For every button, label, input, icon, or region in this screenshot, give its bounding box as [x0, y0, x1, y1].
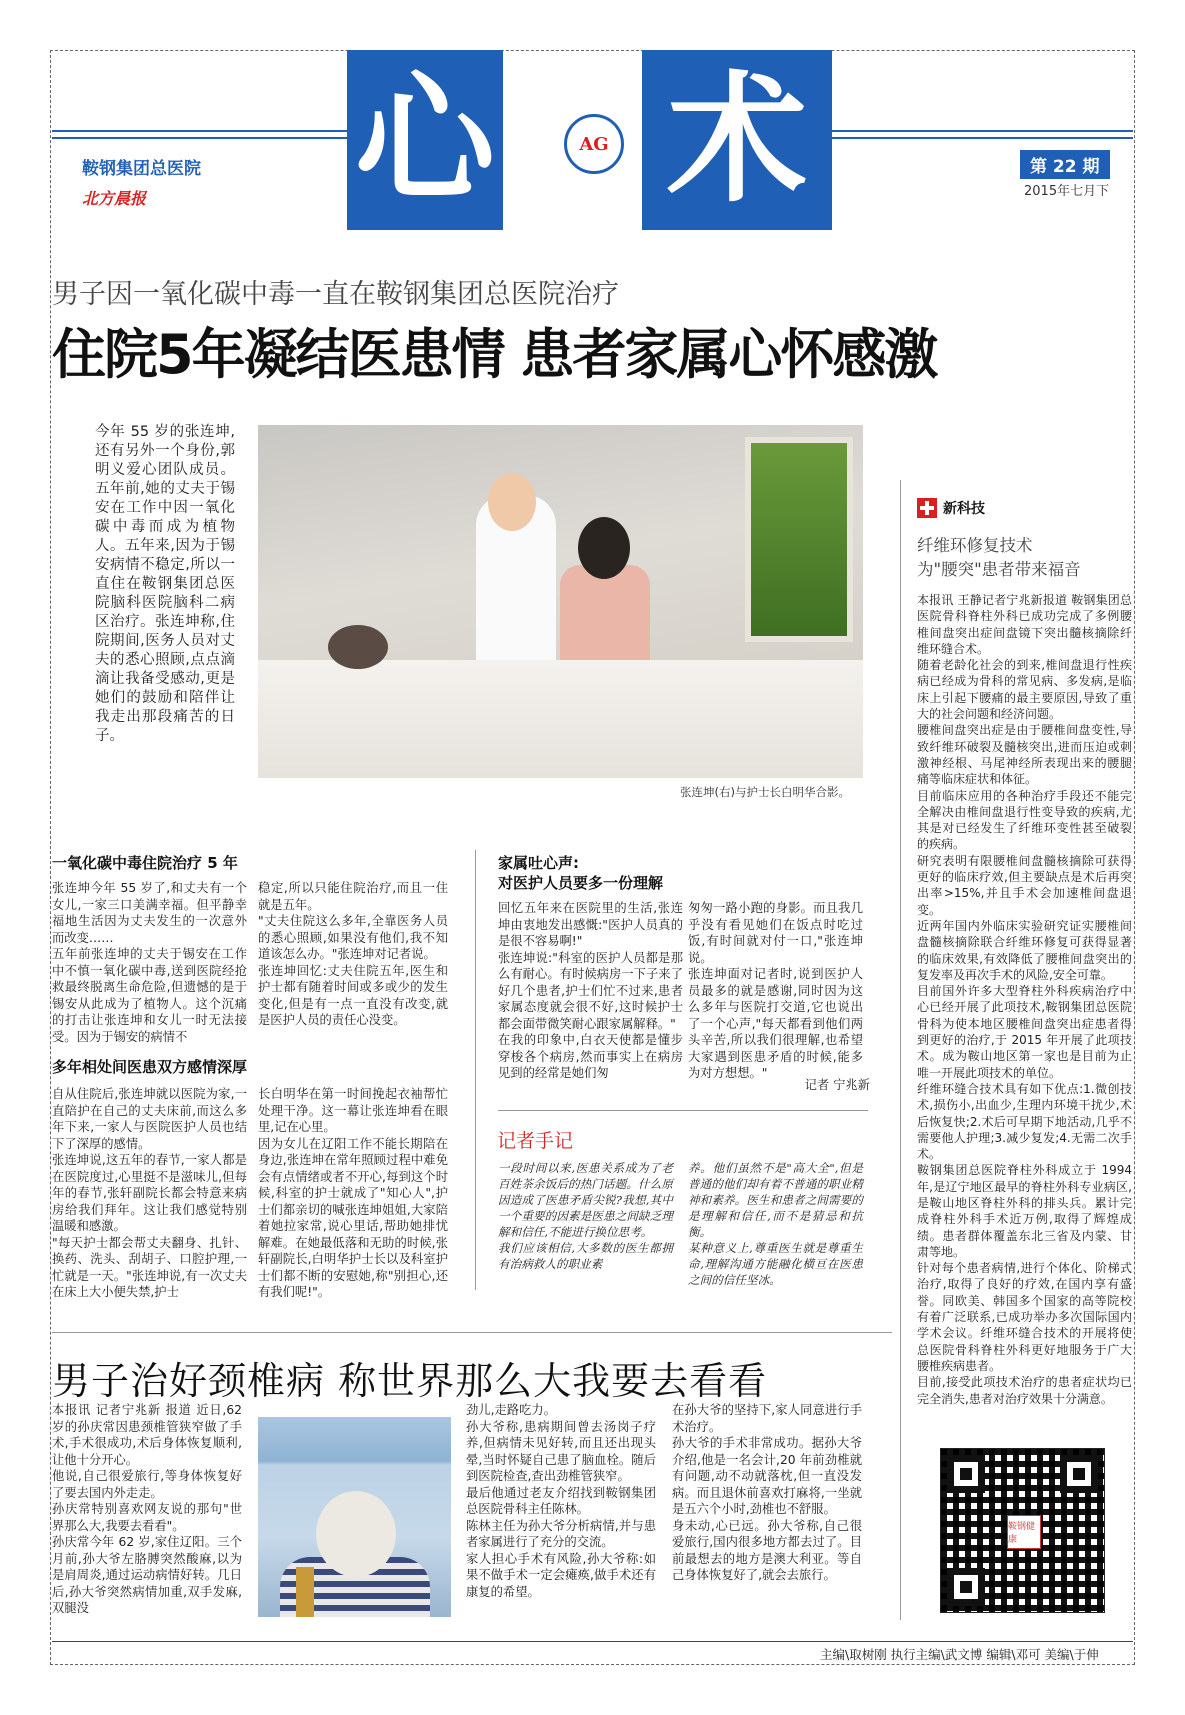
backpack-strap: [296, 1567, 314, 1617]
patient-head: [328, 625, 388, 669]
reporter-notes-tag: 记者手记: [497, 1130, 574, 1152]
sidebar-divider: [900, 480, 901, 1620]
hospital-name: 鞍钢集团总医院: [82, 159, 201, 179]
hospital-logo-icon: AG: [564, 114, 624, 174]
wife-head: [578, 517, 630, 579]
sidebar-body: 本报讯 王静记者宁兆新报道 鞍钢集团总医院骨科脊柱外科已成功完成了多例腰椎间盘突出症间盘镜下突出髓核摘除纤维环缝合术。 随着老龄化社会的到来,椎间盘退行性疾病已经成为骨科的常见病、多发病,是临床上引起下腰痛的最主要原因,导致了重大的社会问题和经济问题。 腰椎间盘突出症是由于腰椎间盘变性,导致纤维环破裂及髓核突出,进而压迫或刺激神经根、马尾神经所表现出来的腰腿痛等临床症状和体征。 目前临床应用的各种治疗手段还不能完全解决由椎间盘退行性变导致的疾病,尤其是对已经发生了纤维环变性甚至破裂的疾病。 研究表明有限腰椎间盘髓核摘除可获得更好的临床疗效,但主要缺点是术后再突出率>15%,并且手术会加速椎间盘退变。 近两年国内外临床实验研究证实腰椎间盘髓核摘除联合纤维环修复可获得显著的临床效果,有效降低了腰椎间盘突出的复发率及再次手术的风险,安全可靠。 目前国外许多大型脊柱外科疾病治疗中心已经开展了此项技术,鞍钢集团总医院骨科为使本地区腰椎间盘突出症患者得到更好的治疗,于 2015 年开展了此项技术。成为鞍山地区第一家也是目前为止唯一开展此项技术的单位。 纤维环缝合技术具有如下优点:1.微创技术,损伤小,出血少,生理内环境干扰少,术后恢复快;2.术后可早期下地活动,几乎不需要他人护理;3.减少复发;4.无需二次手术。 鞍钢集团总医院脊柱外科成立于 1994 年,是辽宁地区最早的脊柱外科专业病区,是鞍山地区脊柱外科的排头兵。累计完成脊柱外科手术近万例,取得了辉煌成绩。患者群体覆盖东北三省及内蒙、甘肃等地。 针对每个患者病情,进行个体化、阶梯式治疗,取得了良好的疗效,在国内享有盛誉。同欧美、韩国多个国家的高等院校有着广泛联系,已成功举办多次国际国内学术会议。纤维环缝合技术的开展将使总医院骨科脊柱外科更好地服务于广大腰椎疾病患者。 目前,接受此项技术治疗的患者症状均已完全消失,患者对治疗效果十分满意。: [917, 593, 1132, 1406]
masthead-block-left: [347, 50, 503, 230]
qr-logo: 鞍钢健康: [1007, 1515, 1041, 1549]
section1-title: 一氧化碳中毒住院治疗 5 年: [52, 854, 238, 872]
story2-title: 男子治好颈椎病 称世界那么大我要去看看: [52, 1359, 768, 1403]
story2-col2: 劲儿,走路吃力。 孙大爷称,患病期间曾去汤岗子疗养,但病情未见好转,而且还出现头晕,当时怀疑自己患了脑血栓。随后到医院检查,查出劲椎管狭窄。 最后他通过老友介绍找到鞍钢集团总医院骨科主任陈林。 陈林主任为孙大爷分析病情,并与患者家属进行了充分的交流。 家人担心手术有风险,孙大爷称:如果不做手术一定会瘫痪,做手术还有康复的希望。: [466, 1403, 656, 1599]
window-image: [745, 437, 853, 642]
notes-divider: [498, 1110, 868, 1111]
nurse-head: [488, 473, 536, 531]
story1-title: 住院5年凝结医患情 患者家属心怀感激: [52, 323, 937, 386]
new-tech-tag: [917, 498, 985, 518]
masthead-block-right: [642, 50, 832, 230]
story2-photo: [258, 1417, 451, 1617]
newspaper-brand: 北方晨报: [82, 189, 147, 208]
issue-date: 2015年七月下: [1024, 184, 1110, 199]
qr-corner-tl: [947, 1455, 985, 1493]
section3-title-line1: 家属吐心声:: [498, 854, 579, 872]
red-cross-icon: [917, 498, 937, 518]
story2-col1: 本报讯 记者宁兆新 报道 近日,62 岁的孙庆常因患颈椎管狭窄做了手术,手术很成功,术后身体恢复顺利,让他十分开心。 他说,自己很爱旅行,等身体恢复好了要去国内外走走。 孙庆常特别喜欢网友说的那句"世界那么大,我要去看看"。 孙庆常今年 62 岁,家住辽阳。三个月前,孙大爷左胳膊突然酸麻,以为是肩周炎,通过运动病情好转。几日后,孙大爷突然病情加重,双手发麻,双腿没: [52, 1403, 242, 1615]
section2-title: 多年相处间医患双方感情深厚: [52, 1058, 248, 1076]
qr-code-icon[interactable]: [940, 1448, 1105, 1613]
reporter-notes-col2: 养。他们虽然不是"高大全",但是普通的他们却有着不普通的职业精神和素养。医生和患者之间需要的是理解和信任,而不是猜忌和抗衡。 某种意义上,尊重医生就是尊重生命,理解沟通方能融化横亘在医患之间的信任坚冰。: [688, 1161, 863, 1287]
section2-col1: 自从住院后,张连坤就以医院为家,一直陪护在自己的丈夫床前,而这么多年下来,一家人与医院医护人员也结下了深厚的感情。 张连坤说,这五年的春节,一家人都是在医院度过,心里挺不是滋味儿,但每年的春节,张轩副院长都会特意来病房给我们拜年。这让我们感觉特别温暖和感激。 "每天护士都会帮丈夫翻身、扎针、换药、洗头、刮胡子、口腔护理,一忙就是一天。"张连坤说,有一次丈夫在床上大小便失禁,护士: [52, 1087, 247, 1299]
sidebar-subtitle-1: 纤维环修复技术: [917, 536, 1033, 555]
masthead: [52, 50, 1133, 230]
section3-col2: 匆匆一路小跑的身影。而且我几乎没有看见她们在饭点时吃过饭,有时间就对付一口,"张连坤说。 张连坤面对记者时,说到医护人员最多的就是感谢,同时因为这么多年与医院打交道,它也说出了一个心声,"每天都看到他们两头辛苦,所以我们很理解,也希望大家遇到医患矛盾的时候,能多为对方想想。": [688, 901, 863, 1080]
reporter-notes-col1: 一段时间以来,医患关系成为了老百姓茶余饭后的热门话题。什么原因造成了医患矛盾尖锐?我想,其中一个重要的因素是医患之间缺乏理解和信任,不能进行换位思考。 我们应该相信,大多数的医生都拥有治病救人的职业素: [498, 1161, 673, 1271]
section1-col1: 张连坤今年 55 岁了,和丈夫有一个女儿,一家三口美满幸福。但平静幸福地生活因为丈夫发生的一次意外而改变…… 五年前张连坤的丈夫于锡安在工作中不慎一氧化碳中毒,送到医院经抢救最终脱离生命危险,但遗憾的是于锡安从此成为了植物人。这个沉痛的打击让张连坤和女儿一时无法接受。因为于锡安的病情不: [52, 881, 247, 1044]
story1-byline: 记者 宁兆新: [804, 1078, 870, 1092]
qr-corner-bl: [947, 1568, 985, 1606]
section3-title-line2: 对医护人员要多一份理解: [498, 874, 664, 892]
sidebar-subtitle-2: 为"腰突"患者带来福音: [917, 560, 1081, 579]
masthead-char-1: 心: [354, 58, 495, 222]
qr-corner-tr: [1060, 1455, 1098, 1493]
editor-credits: 主编\取树刚 执行主编\武文博 编辑\邓可 美编\于伸: [820, 1647, 1099, 1662]
section1-col2: 稳定,所以只能住院治疗,而且一住就是五年。 "丈夫住院这么多年,全靠医务人员的悉心照顾,如果没有他们,我不知道该怎么办。"张连坤对记者说。 张连坤回忆:丈夫住院五年,医生和护士都有随着时间或多或少的发生变化,但是有一点一直没有改变,就是医护人员的责任心没变。: [258, 881, 448, 1027]
issue-number: 第 22 期: [1020, 150, 1110, 179]
section2-col2: 长白明华在第一时间挽起衣袖帮忙处理干净。这一幕让张连坤看在眼里,记在心里。 因为女儿在辽阳工作不能长期陪在身边,张连坤在常年照顾过程中难免会有点情绪或者不开心,每到这个时候,科室的护士就成了"知心人",护士们都亲切的喊张连坤姐姐,大家陪着她拉家常,说心里话,帮助她排忧解难。在她最低落和无助的时候,张轩副院长,白明华护士长以及科室护士们都不断的安慰她,称"别担心,还有我们呢!"。: [258, 1087, 448, 1299]
masthead-stripe-right: [832, 130, 1133, 139]
footer-divider: [52, 1641, 1133, 1642]
story2-top-divider: [52, 1332, 892, 1333]
masthead-stripe-left: [52, 130, 347, 139]
new-tech-label: 新科技: [943, 501, 985, 517]
hospital-bed: [258, 660, 863, 778]
section3-col1: 回忆五年来在医院里的生活,张连坤由衷地发出感慨:"医护人员真的是很不容易啊!" 张连坤说:"科室的医护人员都是那么有耐心。有时候病房一下子来了好几个患者,护士们忙不过来,患者家属态度就会很不好,这时候护士都会面带微笑耐心跟家属解释。" 在我的印象中,白衣天使都是懂步穿梭各个病房,然而事实上在病房见到的经常是她们匆: [498, 901, 683, 1080]
story2-col3: 在孙大爷的坚持下,家人同意进行手术治疗。 孙大爷的手术非常成功。据孙大爷介绍,他是一名会计,20 年前劲椎就有问题,动不动就落枕,但一直没发病。而且退休前喜欢打麻将,一坐就是五六个小时,劲椎也不舒服。 身未动,心已远。孙大爷称,自己很爱旅行,国内很多地方都去过了。目前最想去的地方是澳大利亚。等自己身体恢复好了,就会去旅行。: [672, 1403, 862, 1582]
story1-photo: [258, 425, 863, 778]
column-divider: [475, 850, 476, 1290]
story1-subtitle: 男子因一氧化碳中毒一直在鞍钢集团总医院治疗: [52, 279, 619, 310]
story1-intro: 今年 55 岁的张连坤,还有另外一个身份,郭明义爱心团队成员。五年前,她的丈夫于锡安在工作中因一氧化碳中毒而成为植物人。五年来,因为于锡安病情不稳定,所以一直住在鞍钢集团总医院脑科医院脑科二病区治疗。张连坤称,住院期间,医务人员对丈夫的悉心照顾,点点滴滴让我备受感动,更是她们的鼓励和陪伴让我走出那段痛苦的日子。: [95, 424, 235, 744]
masthead-char-2: 术: [666, 58, 807, 222]
man-head: [316, 1491, 396, 1577]
story1-photo-caption: 张连坤(右)与护士长白明华合影。: [680, 785, 850, 799]
